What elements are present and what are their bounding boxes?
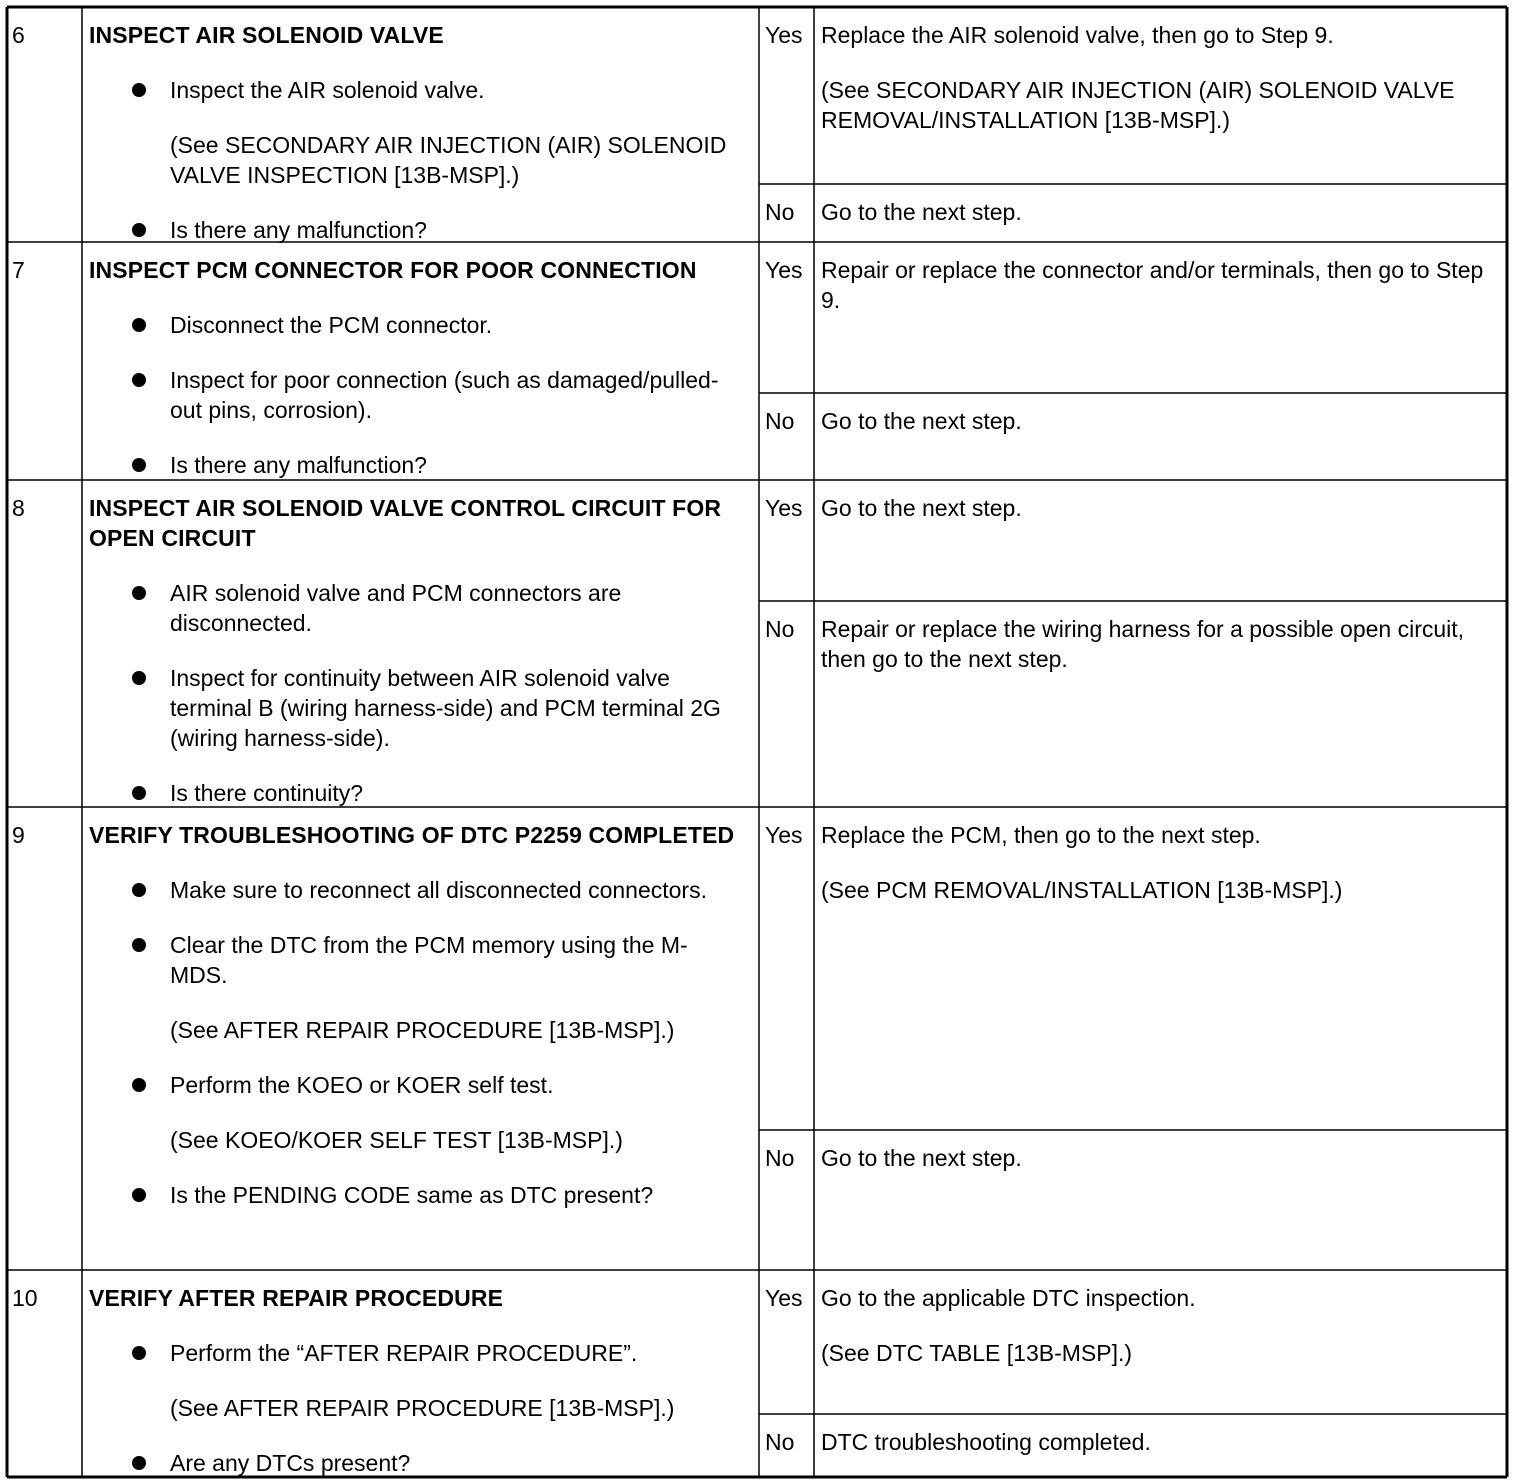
no-action: [814, 1130, 1507, 1270]
step-procedure: [82, 1270, 759, 1477]
bullet-item: [89, 778, 759, 808]
no-action-text: Go to the next step.: [821, 199, 1022, 225]
step-procedure: [82, 242, 759, 480]
bullet-text: AIR solenoid valve and PCM connectors are disconnected.: [170, 580, 622, 636]
no-action-text: Repair or replace the wiring harness for a possible open circuit, then go to the next step.: [821, 616, 1465, 672]
bullet-item: [89, 875, 759, 905]
bullet-dot-icon: [132, 938, 146, 952]
bullet-text: Is there continuity?: [170, 780, 364, 806]
bullet-dot-icon: [132, 671, 146, 685]
yes-action-text: Replace the AIR solenoid valve, then go to Step 9.: [821, 22, 1334, 48]
bullet-text: Inspect the AIR solenoid valve.: [170, 77, 485, 103]
no-action: [814, 601, 1507, 807]
yes-label: Yes: [765, 257, 803, 283]
bullet-item: [89, 663, 759, 753]
no-action: [814, 184, 1507, 242]
step-title: INSPECT PCM CONNECTOR FOR POOR CONNECTION: [89, 257, 697, 283]
bullet-item: [89, 75, 759, 105]
step-procedure: [82, 7, 759, 242]
no-label: No: [765, 1145, 795, 1171]
no-action-text: Go to the next step.: [821, 1145, 1022, 1171]
no-action: [814, 393, 1507, 480]
reference-note: (See KOEO/KOER SELF TEST [13B-MSP].): [170, 1127, 623, 1153]
yes-action-text: Repair or replace the connector and/or terminals, then go to Step 9.: [821, 257, 1484, 313]
bullet-item: [89, 1070, 759, 1100]
yes-label: Yes: [765, 22, 803, 48]
yes-label: Yes: [765, 822, 803, 848]
bullet-item: [89, 1338, 759, 1368]
no-label: No: [765, 199, 795, 225]
step-title: VERIFY AFTER REPAIR PROCEDURE: [89, 1285, 504, 1311]
bullet-item: [89, 1448, 759, 1478]
step-number: 9: [12, 822, 25, 848]
reference-note: (See AFTER REPAIR PROCEDURE [13B-MSP].): [170, 1395, 675, 1421]
bullet-text: Make sure to reconnect all disconnected connectors.: [170, 877, 707, 903]
no-label: No: [765, 1429, 795, 1455]
no-action-text: Go to the next step.: [821, 408, 1022, 434]
bullet-text: Is there any malfunction?: [170, 217, 427, 243]
bullet-dot-icon: [132, 83, 146, 97]
step-number: 8: [12, 495, 25, 521]
step-title: INSPECT AIR SOLENOID VALVE: [89, 22, 444, 48]
yes-action: [814, 7, 1507, 184]
bullet-dot-icon: [132, 458, 146, 472]
yes-action: [814, 1270, 1507, 1414]
reference-note: (See SECONDARY AIR INJECTION (AIR) SOLENOID VALVE INSPECTION [13B-MSP].): [170, 132, 727, 188]
yes-action: [814, 480, 1507, 601]
yes-action-text: (See DTC TABLE [13B-MSP].): [821, 1340, 1133, 1366]
yes-action-text: (See PCM REMOVAL/INSTALLATION [13B-MSP].): [821, 877, 1343, 903]
bullet-item: [89, 1180, 759, 1210]
bullet-item: [89, 365, 759, 425]
bullet-dot-icon: [132, 1078, 146, 1092]
yes-action-text: Go to the next step.: [821, 495, 1022, 521]
bullet-dot-icon: [132, 1456, 146, 1470]
yes-action-text: Replace the PCM, then go to the next step.: [821, 822, 1261, 848]
bullet-dot-icon: [132, 1188, 146, 1202]
yes-label: Yes: [765, 495, 803, 521]
yes-action-text: Go to the applicable DTC inspection.: [821, 1285, 1196, 1311]
no-label: No: [765, 408, 795, 434]
bullet-dot-icon: [132, 586, 146, 600]
bullet-text: Are any DTCs present?: [170, 1450, 411, 1476]
bullet-dot-icon: [132, 883, 146, 897]
bullet-dot-icon: [132, 1346, 146, 1360]
step-procedure: [82, 807, 759, 1270]
bullet-dot-icon: [132, 373, 146, 387]
yes-label: Yes: [765, 1285, 803, 1311]
bullet-text: Disconnect the PCM connector.: [170, 312, 493, 338]
no-action-text: DTC troubleshooting completed.: [821, 1429, 1151, 1455]
step-procedure: [82, 480, 759, 807]
bullet-item: [89, 215, 759, 245]
bullet-text: Inspect for poor connection (such as damaged/pulled-out pins, corrosion).: [170, 367, 719, 423]
step-number: 10: [12, 1285, 38, 1311]
no-label: No: [765, 616, 795, 642]
yes-action: [814, 242, 1507, 393]
bullet-text: Clear the DTC from the PCM memory using the M-MDS.: [170, 932, 688, 988]
bullet-item: [89, 578, 759, 638]
bullet-item: [89, 450, 759, 480]
no-action: [814, 1414, 1507, 1477]
bullet-text: Perform the KOEO or KOER self test.: [170, 1072, 554, 1098]
step-title: INSPECT AIR SOLENOID VALVE CONTROL CIRCUIT FOR OPEN CIRCUIT: [89, 495, 722, 551]
bullet-text: Inspect for continuity between AIR solenoid valve terminal B (wiring harness-side) and PCM terminal 2G (wiring harness-side).: [170, 665, 721, 751]
bullet-text: Is the PENDING CODE same as DTC present?: [170, 1182, 654, 1208]
bullet-dot-icon: [132, 786, 146, 800]
yes-action-text: (See SECONDARY AIR INJECTION (AIR) SOLENOID VALVE REMOVAL/INSTALLATION [13B-MSP].): [821, 77, 1455, 133]
bullet-text: Is there any malfunction?: [170, 452, 427, 478]
yes-action: [814, 807, 1507, 1130]
bullet-text: Perform the “AFTER REPAIR PROCEDURE”.: [170, 1340, 638, 1366]
step-number: 6: [12, 22, 25, 48]
step-title: VERIFY TROUBLESHOOTING OF DTC P2259 COMPLETED: [89, 822, 735, 848]
reference-note: (See AFTER REPAIR PROCEDURE [13B-MSP].): [170, 1017, 675, 1043]
bullet-item: [89, 930, 759, 990]
bullet-dot-icon: [132, 223, 146, 237]
bullet-dot-icon: [132, 318, 146, 332]
bullet-item: [89, 310, 759, 340]
step-number: 7: [12, 257, 25, 283]
